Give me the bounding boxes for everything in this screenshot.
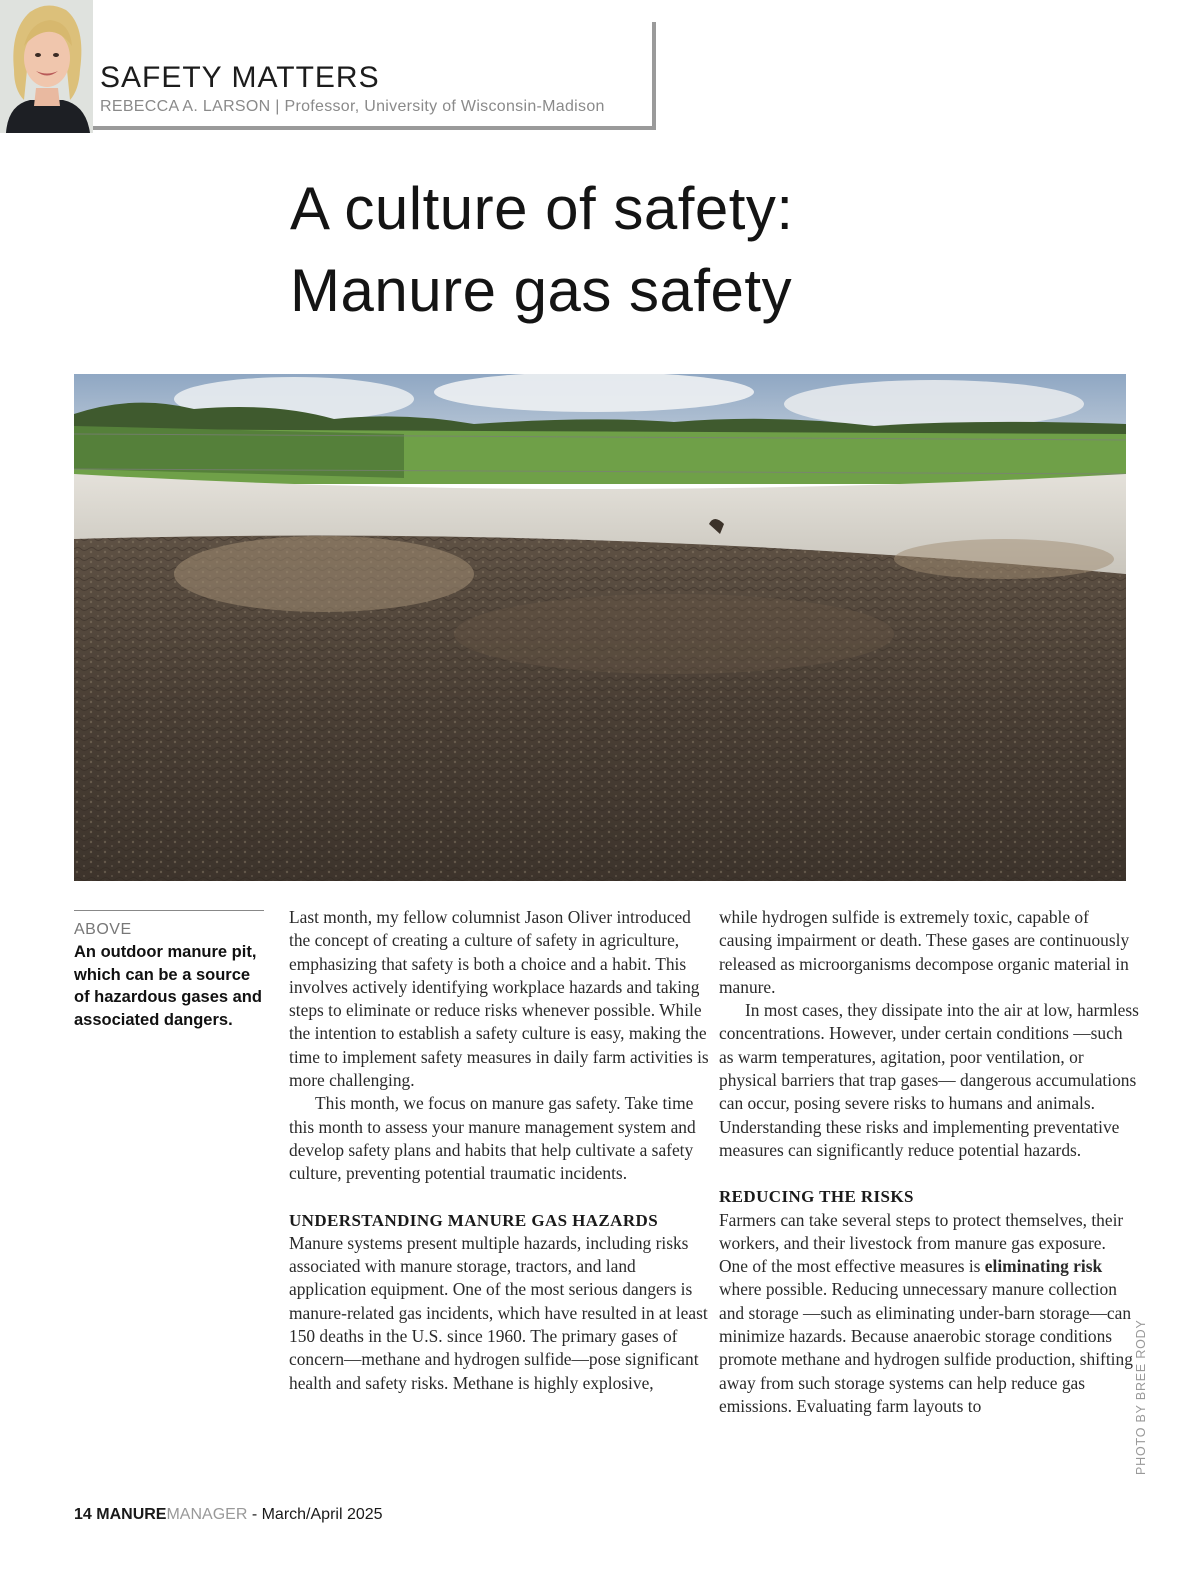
bold-text: eliminating risk (984, 1256, 1103, 1277)
paragraph: while hydrogen sulfide is extremely toxic, capable of causing impairment or death. These gases are continuously released as microorganisms decompose organic material in manure. (719, 907, 1130, 997)
author-headshot (0, 0, 93, 133)
author-name: REBECCA A. LARSON (100, 98, 271, 115)
magazine-name-part-1: MANURE (96, 1506, 167, 1523)
author-role: Professor, University of Wisconsin-Madison (284, 98, 605, 115)
photo-caption (74, 910, 264, 1031)
page-footer (74, 1506, 383, 1524)
paragraph: In most cases, they dissipate into the air at low, harmless concentrations. However, under certain conditions —such as warm temperatures, agitation, poor ventilation, or physical barriers that trap gases— dangerous accumulations can occur, posing severe risks to humans and animals. Understanding these risks and implementing preventative measures can significantly reduce potential hazards. (719, 1000, 1139, 1160)
issue-date: - March/April 2025 (251, 1506, 383, 1523)
subheading-reducing-risks: REDUCING THE RISKS (719, 1187, 914, 1207)
headline-line-2: Manure gas safety (290, 257, 793, 324)
article-column-2 (719, 906, 1139, 1418)
paragraph: Last month, my fellow columnist Jason Oliver introduced the concept of creating a culture of safety in agriculture, emphasizing that safety is both a choice and a habit. This involves actively identifying workplace hazards and taking steps to eliminate or reduce risks whenever possible. While the intention to establish a safety culture is easy, making the time to implement safety measures in daily farm activities is more challenging. (289, 907, 709, 1091)
section-title: SAFETY MATTERS (100, 61, 380, 94)
caption-text: An outdoor manure pit, which can be a source of hazardous gases and associated dangers. (74, 943, 262, 1029)
manure-pit-photo (74, 374, 1126, 881)
article-column-1 (289, 906, 709, 1395)
magazine-name-part-2: MANAGER (166, 1506, 248, 1523)
byline-separator: | (275, 98, 280, 115)
headline-line-1: A culture of safety: (290, 175, 794, 242)
article-headline (290, 168, 1090, 332)
caption-label: ABOVE (74, 921, 132, 938)
text-run: Farmers can take several steps to protect themselves, their workers, and their livestock from manure gas exposure. One of the most effective measures is (719, 1209, 1124, 1277)
paragraph: This month, we focus on manure gas safety. Take time this month to assess your manure management system and develop safety plans and habits that help cultivate a safety culture, preventing potential traumatic incidents. (289, 1093, 696, 1184)
photo-credit: PHOTO BY BREE RODY (1134, 1319, 1148, 1475)
subheading-understanding-hazards: UNDERSTANDING MANURE GAS HAZARDS (289, 1210, 659, 1230)
paragraph (719, 1209, 1139, 1419)
page-number: 14 (74, 1506, 92, 1523)
author-byline (100, 99, 605, 115)
text-run: where possible. Reducing unnecessary manure collection and storage —such as eliminating under-barn storage—can minimize hazards. Because anaerobic storage conditions promote methane and hydrogen sulfide production, shifting away from such storage systems can help reduce gas emissions. Evaluating farm layouts to (719, 1279, 1133, 1416)
paragraph: Manure systems present multiple hazards, including risks associated with manure storage, tractors, and land application equipment. One of the most serious dangers is manure-related gas incidents, which have resulted in at least 150 deaths in the U.S. since 1960. The primary gases of concern—methane and hydrogen sulfide—pose significant health and safety risks. Methane is highly explosive, (289, 1232, 708, 1393)
